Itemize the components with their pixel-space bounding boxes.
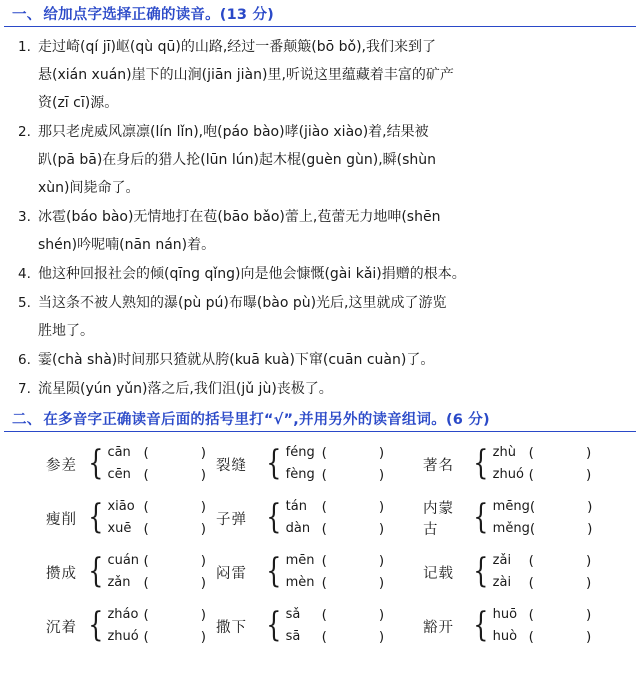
question-number: 5. <box>18 295 31 311</box>
polyphone-cell <box>206 442 415 486</box>
polyphone-row <box>6 550 634 594</box>
pinyin-text: měng <box>492 521 530 536</box>
answer-blank[interactable] <box>535 496 587 518</box>
paren-open: ( <box>528 575 534 591</box>
pinyin-option[interactable] <box>493 518 593 540</box>
pinyin-options <box>107 604 206 648</box>
pinyin-text: cuán <box>107 553 140 568</box>
section-2-number: 二、 <box>12 412 42 428</box>
brace-glyph: { <box>88 605 104 646</box>
question-line: 那只老虎威风凛凛(lín lǐn),咆(páo bào)哮(jiào xiào)着,结果被 <box>38 124 429 140</box>
paren-open: ( <box>321 499 327 515</box>
polyphone-word: 豁开 <box>423 619 455 636</box>
brace-glyph: { <box>266 605 282 646</box>
polyphone-row <box>6 442 634 486</box>
answer-blank[interactable] <box>534 626 586 648</box>
question-line: 霎(chà shà)时间那只猹就从胯(kuā kuà)下窜(cuān cuàn)了。 <box>38 352 435 368</box>
paren-open: ( <box>143 467 149 483</box>
answer-blank[interactable] <box>149 604 201 626</box>
pinyin-options <box>286 604 385 648</box>
question-number: 2. <box>18 124 31 140</box>
paren-close: ) <box>585 445 592 461</box>
question-line: 冰雹(báo bào)无情地打在苞(bāo bǎo)蕾上,苞蕾无力地呻(shēn <box>38 209 441 225</box>
pinyin-option[interactable] <box>286 572 385 594</box>
brace-glyph: { <box>88 497 104 538</box>
answer-blank[interactable] <box>149 464 201 486</box>
pinyin-options <box>107 496 206 540</box>
polyphone-word: 瘦削 <box>46 511 77 528</box>
answer-blank[interactable] <box>327 464 379 486</box>
pinyin-option[interactable] <box>286 442 385 464</box>
pinyin-option[interactable] <box>107 626 206 648</box>
brace-glyph: { <box>88 551 104 592</box>
answer-blank[interactable] <box>327 518 379 540</box>
paren-close: ) <box>378 553 385 569</box>
paren-close: ) <box>200 499 206 515</box>
paren-close: ) <box>200 445 206 461</box>
paren-close: ) <box>585 575 592 591</box>
pinyin-options <box>493 550 592 594</box>
polyphone-word: 参差 <box>46 457 77 474</box>
question-item <box>18 33 630 117</box>
question-item <box>18 203 630 259</box>
question-number: 7. <box>18 381 31 397</box>
paren-close: ) <box>200 467 206 483</box>
pinyin-options <box>107 442 206 486</box>
brace-glyph: { <box>266 551 282 592</box>
pinyin-text: sā <box>285 629 301 644</box>
answer-blank[interactable] <box>327 604 379 626</box>
polyphone-cell <box>415 496 634 540</box>
polyphone-word: 子弹 <box>216 511 247 528</box>
answer-blank[interactable] <box>327 572 379 594</box>
polyphone-word: 著名 <box>423 457 455 474</box>
brace-glyph: { <box>266 443 282 484</box>
pinyin-option[interactable] <box>493 604 592 626</box>
answer-blank[interactable] <box>534 464 586 486</box>
paren-close: ) <box>200 607 206 623</box>
paren-open: ( <box>528 553 534 569</box>
pinyin-option[interactable] <box>493 572 592 594</box>
pinyin-option[interactable] <box>286 626 385 648</box>
paren-close: ) <box>200 553 206 569</box>
paren-close: ) <box>587 499 593 515</box>
question-line: 悬(xián xuán)崖下的山涧(jiān jiàn)里,听说这里蕴藏着丰富的矿产 <box>38 67 454 83</box>
pinyin-option[interactable] <box>107 496 206 518</box>
paren-open: ( <box>143 521 149 537</box>
pinyin-text: zhuó <box>107 629 139 644</box>
paren-close: ) <box>587 521 593 537</box>
section-2-table <box>0 432 640 648</box>
paren-open: ( <box>321 575 327 591</box>
answer-blank[interactable] <box>149 550 201 572</box>
polyphone-word: 内蒙古 <box>423 501 455 538</box>
answer-blank[interactable] <box>535 518 587 540</box>
polyphone-cell <box>6 442 206 486</box>
pinyin-option[interactable] <box>107 572 206 594</box>
paren-open: ( <box>529 499 536 515</box>
paren-close: ) <box>585 607 592 623</box>
brace-glyph: { <box>88 443 104 484</box>
pinyin-option[interactable] <box>107 518 206 540</box>
question-line: xùn)间毙命了。 <box>38 180 140 196</box>
paren-open: ( <box>321 467 327 483</box>
paren-close: ) <box>378 607 385 623</box>
pinyin-option[interactable] <box>493 626 592 648</box>
paren-close: ) <box>378 499 385 515</box>
pinyin-text: huò <box>492 629 518 644</box>
paren-open: ( <box>321 521 327 537</box>
answer-blank[interactable] <box>534 442 586 464</box>
polyphone-word: 沉着 <box>46 619 77 636</box>
answer-blank[interactable] <box>327 550 379 572</box>
question-line: 当这条不被人熟知的瀑(pù pú)布曝(bào pù)光后,这里就成了游览 <box>38 295 447 311</box>
paren-open: ( <box>143 607 149 623</box>
pinyin-text: zǎi <box>492 553 512 568</box>
answer-blank[interactable] <box>534 604 586 626</box>
pinyin-text: zhuó <box>492 467 524 482</box>
question-line: 资(zī cī)源。 <box>38 95 119 111</box>
paren-close: ) <box>200 629 206 645</box>
pinyin-text: zhù <box>492 445 516 460</box>
pinyin-text: cān <box>107 445 131 460</box>
pinyin-options <box>286 496 385 540</box>
section-1-question-list <box>0 27 640 403</box>
answer-blank[interactable] <box>534 550 586 572</box>
pinyin-option[interactable] <box>493 442 592 464</box>
paren-open: ( <box>321 607 327 623</box>
question-line: 胜地了。 <box>38 323 94 339</box>
pinyin-option[interactable] <box>286 550 385 572</box>
pinyin-text: huō <box>492 607 518 622</box>
pinyin-option[interactable] <box>107 442 206 464</box>
paren-open: ( <box>528 629 534 645</box>
paren-open: ( <box>321 445 327 461</box>
answer-blank[interactable] <box>149 442 201 464</box>
pinyin-text: xuē <box>107 521 132 536</box>
pinyin-option[interactable] <box>286 518 385 540</box>
paren-close: ) <box>585 629 592 645</box>
polyphone-row <box>6 496 634 540</box>
pinyin-option[interactable] <box>286 604 385 626</box>
pinyin-text: zài <box>492 575 512 590</box>
polyphone-word: 裂缝 <box>216 457 247 474</box>
section-1-number: 一、 <box>12 7 42 23</box>
question-item <box>18 375 630 403</box>
pinyin-text: fèng <box>285 467 315 482</box>
question-line: 走过崎(qí jī)岖(qù qū)的山路,经过一番颠簸(bō bǒ),我们来到了 <box>38 39 437 55</box>
pinyin-options <box>286 442 385 486</box>
brace-glyph: { <box>473 605 489 646</box>
paren-close: ) <box>378 521 385 537</box>
question-line: 流星陨(yún yǔn)落之后,我们沮(jǔ jù)丧极了。 <box>38 381 333 397</box>
paren-close: ) <box>585 467 592 483</box>
pinyin-text: xiāo <box>107 499 135 514</box>
polyphone-word: 攒成 <box>46 565 77 582</box>
paren-open: ( <box>321 553 327 569</box>
question-number: 3. <box>18 209 31 225</box>
brace-glyph: { <box>473 443 489 484</box>
pinyin-option[interactable] <box>107 604 206 626</box>
pinyin-text: sǎ <box>285 607 301 622</box>
polyphone-cell <box>6 496 206 540</box>
paren-open: ( <box>143 499 149 515</box>
section-2-header <box>4 405 636 432</box>
paren-close: ) <box>378 445 385 461</box>
question-line: shén)吟呢喃(nān nán)着。 <box>38 237 216 253</box>
question-number: 1. <box>18 39 31 55</box>
answer-blank[interactable] <box>327 496 379 518</box>
question-item <box>18 118 630 202</box>
paren-close: ) <box>200 575 206 591</box>
pinyin-option[interactable] <box>286 464 385 486</box>
pinyin-option[interactable] <box>493 550 592 572</box>
answer-blank[interactable] <box>149 626 201 648</box>
polyphone-cell <box>6 604 206 648</box>
polyphone-cell <box>6 550 206 594</box>
pinyin-option[interactable] <box>107 550 206 572</box>
section-1-header <box>4 0 636 27</box>
pinyin-text: féng <box>285 445 315 460</box>
pinyin-text: dàn <box>285 521 311 536</box>
pinyin-options <box>493 604 592 648</box>
pinyin-text: cēn <box>107 467 131 482</box>
paren-close: ) <box>378 575 385 591</box>
question-item <box>18 289 630 345</box>
polyphone-word: 闷雷 <box>216 565 247 582</box>
brace-glyph: { <box>266 497 282 538</box>
question-number: 4. <box>18 266 31 282</box>
section-2-title: 在多音字正确读音后面的括号里打“√”,并用另外的读音组词。(6 分) <box>43 412 490 428</box>
answer-blank[interactable] <box>149 496 201 518</box>
pinyin-text: mēng <box>492 499 530 514</box>
question-line: 趴(pā bā)在身后的猎人抡(lūn lún)起木棍(guèn gùn),瞬(shùn <box>38 152 437 168</box>
polyphone-word: 记载 <box>423 565 455 582</box>
paren-close: ) <box>585 553 592 569</box>
polyphone-cell <box>206 604 415 648</box>
pinyin-text: mèn <box>285 575 315 590</box>
pinyin-option[interactable] <box>286 496 385 518</box>
paren-close: ) <box>200 521 206 537</box>
paren-open: ( <box>143 575 149 591</box>
pinyin-option[interactable] <box>493 464 592 486</box>
polyphone-cell <box>206 550 415 594</box>
paren-open: ( <box>143 553 149 569</box>
question-number: 6. <box>18 352 31 368</box>
paren-open: ( <box>529 521 536 537</box>
polyphone-word: 撒下 <box>216 619 247 636</box>
answer-blank[interactable] <box>327 626 379 648</box>
pinyin-options <box>493 442 592 486</box>
pinyin-text: zháo <box>107 607 139 622</box>
paren-open: ( <box>321 629 327 645</box>
answer-blank[interactable] <box>149 518 201 540</box>
polyphone-cell <box>206 496 415 540</box>
polyphone-cell <box>415 442 634 486</box>
answer-blank[interactable] <box>149 572 201 594</box>
pinyin-option[interactable] <box>493 496 593 518</box>
brace-glyph: { <box>473 497 489 538</box>
paren-open: ( <box>143 445 149 461</box>
pinyin-text: mēn <box>285 553 315 568</box>
pinyin-option[interactable] <box>107 464 206 486</box>
polyphone-row <box>6 604 634 648</box>
answer-blank[interactable] <box>327 442 379 464</box>
pinyin-options <box>493 496 593 540</box>
answer-blank[interactable] <box>534 572 586 594</box>
question-line: 他这种回报社会的倾(qīng qǐng)向是他会慷慨(gài kǎi)捐赠的根本。 <box>38 266 466 282</box>
pinyin-options <box>107 550 206 594</box>
pinyin-text: tán <box>285 499 307 514</box>
polyphone-cell <box>415 604 634 648</box>
section-1-title: 给加点字选择正确的读音。(13 分) <box>43 7 274 23</box>
paren-open: ( <box>143 629 149 645</box>
paren-open: ( <box>528 467 534 483</box>
question-item <box>18 260 630 288</box>
paren-open: ( <box>528 607 534 623</box>
pinyin-text: zǎn <box>107 575 131 590</box>
paren-close: ) <box>378 629 385 645</box>
pinyin-options <box>286 550 385 594</box>
brace-glyph: { <box>473 551 489 592</box>
paren-open: ( <box>528 445 534 461</box>
paren-close: ) <box>378 467 385 483</box>
polyphone-cell <box>415 550 634 594</box>
question-item <box>18 346 630 374</box>
